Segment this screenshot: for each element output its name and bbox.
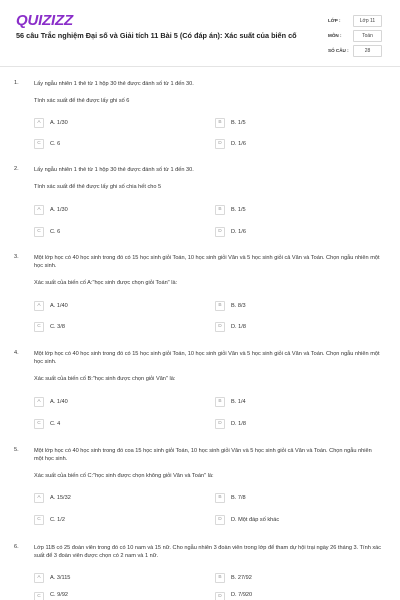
- option-text: A. 1/30: [50, 207, 68, 213]
- question-prompt: Tính xác suất để thẻ được lấy ghi số chia hết cho 5: [34, 184, 162, 190]
- answer-option-a[interactable]: [34, 300, 68, 312]
- question-prompt: Xác suất của biến cố A:"học sinh được chọn giỏi Toán" là:: [34, 280, 178, 286]
- option-letter-box: D: [215, 139, 225, 149]
- question-prompt: Xác suất của biến cố B:"học sinh được chọn giỏi Văn" là:: [34, 376, 176, 382]
- question-text: Lấy ngẫu nhiên 1 thẻ từ 1 hộp 30 thẻ được đánh số từ 1 đến 30.: [34, 81, 194, 87]
- option-letter-box: A: [34, 493, 44, 503]
- option-text: C. 4: [50, 421, 61, 427]
- meta-label: MÔN :: [328, 33, 342, 38]
- option-text: C. 3/8: [50, 324, 65, 330]
- option-text: B. 27/92: [231, 575, 252, 581]
- header-divider: [0, 66, 400, 67]
- option-letter-box: A: [34, 573, 44, 583]
- meta-row-count: [328, 43, 386, 58]
- answer-option-d[interactable]: [215, 514, 279, 526]
- answer-option-b[interactable]: [215, 300, 246, 312]
- answer-option-b[interactable]: [215, 117, 246, 129]
- option-letter-box: B: [215, 573, 225, 583]
- question-number: 4.: [14, 350, 19, 356]
- question-number: 6.: [14, 544, 19, 550]
- option-text: B. 1/4: [231, 399, 246, 405]
- option-text: D. 1/8: [231, 421, 246, 427]
- option-letter-box: A: [34, 301, 44, 311]
- answer-option-b[interactable]: [215, 572, 252, 584]
- answer-option-d[interactable]: [215, 321, 246, 333]
- answer-option-b[interactable]: [215, 396, 246, 408]
- worksheet-header: [0, 0, 400, 68]
- option-letter-box: B: [215, 301, 225, 311]
- option-letter-box: C: [34, 227, 44, 237]
- answer-option-b[interactable]: [215, 492, 246, 504]
- answer-option-b[interactable]: [215, 204, 246, 216]
- meta-row-class: [328, 13, 386, 28]
- option-text: D. 1/6: [231, 141, 246, 147]
- question-text: Một lớp học có 40 học sinh trong đó có 15 học sinh giỏi Toán, 10 học sinh giỏi Văn và 5 học sinh giỏi cả Văn và Toán. Chọn ngẫu nhiên một học sinh.: [34, 255, 380, 270]
- option-letter-box: B: [215, 205, 225, 215]
- option-text: C. 9/92: [50, 592, 69, 598]
- worksheet-meta: [328, 13, 386, 58]
- option-letter-box: A: [34, 397, 44, 407]
- option-text: C. 6: [50, 229, 61, 235]
- option-letter-box: C: [34, 419, 44, 429]
- option-text: A. 1/40: [50, 399, 68, 405]
- option-text: B. 1/5: [231, 207, 246, 213]
- question-number: 5.: [14, 447, 19, 453]
- option-text: C. 1/2: [50, 517, 65, 523]
- option-letter-box: A: [34, 205, 44, 215]
- option-letter-box: C: [34, 322, 44, 332]
- quizizz-logo: QUIZIZZ: [16, 12, 73, 29]
- question-text: Một lớp học có 40 học sinh trong đó có 15 học sinh giỏi Toán, 10 học sinh giỏi Văn và 5 học sinh giỏi cả Văn và Toán. Chọn ngẫu nhiên một học sinh.: [34, 351, 380, 366]
- option-text: A. 1/30: [50, 120, 68, 126]
- option-letter-box: B: [215, 397, 225, 407]
- option-text: A. 1/40: [50, 303, 68, 309]
- answer-option-d[interactable]: [215, 592, 252, 600]
- meta-row-subject: [328, 28, 386, 43]
- question-prompt: Tính xác suất để thẻ được lấy ghi số 6: [34, 98, 130, 104]
- answer-option-d[interactable]: [215, 138, 246, 150]
- option-letter-box: D: [215, 322, 225, 332]
- option-letter-box: A: [34, 118, 44, 128]
- option-letter-box: C: [34, 592, 44, 600]
- answer-option-c[interactable]: [34, 418, 60, 430]
- option-text: B. 1/5: [231, 120, 246, 126]
- option-text: D. 7/920: [231, 592, 253, 598]
- question-text: Một lớp học có 40 học sinh trong đó coa 15 học sinh giỏi Toán, 10 học sinh giỏi Văn và 5 học sinh giỏi cả Văn và Toán. Chọn ngẫu nhiên một học sinh.: [34, 448, 372, 463]
- answer-option-a[interactable]: [34, 117, 68, 129]
- meta-value: Lớp 11: [353, 15, 382, 27]
- option-text: C. 6: [50, 141, 61, 147]
- question-text: Lớp 11B có 25 đoàn viên trong đó có 10 nam và 15 nữ. Cho ngẫu nhiên 3 đoàn viên trong lớp để tham dự hội trại ngày 26 tháng 3. Tính xác suất để 3 đoàn viên được chọn có 2 nam và 1 nữ.: [34, 545, 382, 560]
- question-prompt: Xác suất của biến cố C:"học sinh được chọn không giỏi Văn và Toán" là:: [34, 473, 214, 479]
- answer-option-c[interactable]: [34, 514, 65, 526]
- option-text: A. 15/32: [50, 495, 71, 501]
- option-text: D. Một đáp số khác: [231, 517, 280, 523]
- option-letter-box: D: [215, 227, 225, 237]
- question-number: 2.: [14, 166, 19, 172]
- option-letter-box: B: [215, 118, 225, 128]
- option-letter-box: D: [215, 592, 225, 600]
- question-number: 1.: [14, 80, 19, 86]
- question-text: Lấy ngẫu nhiên 1 thẻ từ 1 hộp 30 thẻ được đánh số từ 1 đến 30.: [34, 167, 194, 173]
- meta-label: LỚP :: [328, 18, 341, 23]
- option-letter-box: C: [34, 515, 44, 525]
- option-letter-box: D: [215, 419, 225, 429]
- option-text: B. 8/3: [231, 303, 246, 309]
- answer-option-a[interactable]: [34, 492, 71, 504]
- answer-option-d[interactable]: [215, 226, 246, 238]
- answer-option-a[interactable]: [34, 204, 68, 216]
- meta-value: 28: [353, 45, 382, 57]
- meta-label: SỐ CÂU :: [328, 48, 349, 53]
- option-letter-box: B: [215, 493, 225, 503]
- answer-option-a[interactable]: [34, 396, 68, 408]
- answer-option-c[interactable]: [34, 226, 60, 238]
- answer-option-c[interactable]: [34, 592, 68, 600]
- question-number: 3.: [14, 254, 19, 260]
- option-letter-box: D: [215, 515, 225, 525]
- option-text: A. 3/115: [50, 575, 71, 581]
- option-text: D. 1/8: [231, 324, 246, 330]
- worksheet-title: 56 câu Trắc nghiệm Đại số và Giải tích 11 Bài 5 (Có đáp án): Xác suất của biến cố: [16, 31, 297, 40]
- option-letter-box: C: [34, 139, 44, 149]
- option-text: B. 7/8: [231, 495, 246, 501]
- answer-option-c[interactable]: [34, 321, 65, 333]
- answer-option-c[interactable]: [34, 138, 60, 150]
- meta-value: Toán: [353, 30, 382, 42]
- answer-option-d[interactable]: [215, 418, 246, 430]
- answer-option-a[interactable]: [34, 572, 70, 584]
- option-text: D. 1/6: [231, 229, 246, 235]
